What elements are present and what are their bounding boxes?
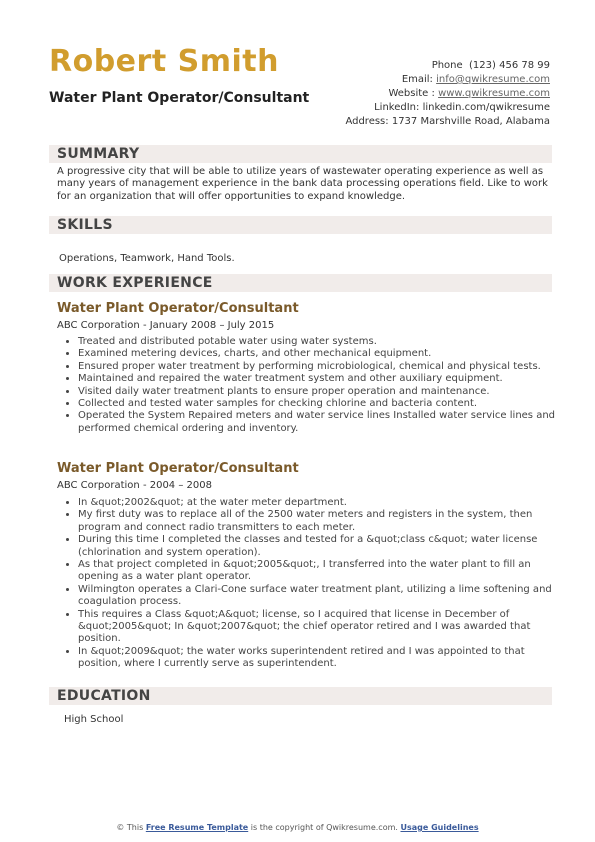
- list-item: • My first duty was to replace all of the 2500 water meters and registers in the system, then program and connect radio transmitters to each meter.: [78, 509, 566, 534]
- list-item: • Visited daily water treatment plants to ensure proper operation and maintenance.: [78, 386, 566, 398]
- list-item: • In &quot;2009&quot; the water works superintendent retired and I was appointed to that position, where I currently serve as superintendent.: [78, 646, 566, 671]
- list-item: • Treated and distributed potable water using water systems.: [78, 336, 566, 348]
- job-2-company: ABC Corporation - 2004 – 2008: [57, 480, 212, 491]
- footer-prefix: © This: [116, 823, 144, 832]
- skills-heading: SKILLS: [57, 217, 113, 233]
- contact-linkedin: [250, 101, 550, 115]
- summary-text: A progressive city that will be able to utilize years of wastewater operating experience as well as many years of management experience in the bank data processing operations field. Like to work for an organization that will offer opportunities to expand knowledge.: [57, 166, 548, 202]
- summary-section-header: [49, 145, 552, 163]
- list-item: • Ensured proper water treatment by performing microbiological, chemical and physical tests.: [78, 361, 566, 373]
- education-section-header: [49, 687, 552, 705]
- list-item: • Operated the System Repaired meters and water service lines Installed water service lines and performed chemical ordering and inventory.: [78, 410, 566, 435]
- website-label: Website :: [388, 88, 435, 99]
- education-heading: EDUCATION: [57, 688, 151, 704]
- summary-heading: SUMMARY: [57, 146, 140, 162]
- contact-website: [250, 87, 550, 101]
- usage-guidelines-link[interactable]: Usage Guidelines: [400, 823, 479, 832]
- footer-copyright: is the copyright of Qwikresume.com.: [250, 823, 398, 832]
- list-item: • During this time I completed the classes and tested for a &quot;class c&quot; water license (chlorination and system operation).: [78, 534, 566, 559]
- linkedin-label: LinkedIn:: [374, 102, 420, 113]
- list-item: • Collected and tested water samples for checking chlorine and bacteria content.: [78, 398, 566, 410]
- contact-address: [250, 115, 550, 129]
- list-item: • This requires a Class &quot;A&quot; license, so I acquired that license in December of &quot;2005&quot; In &quot;2007&quot; the chief operator retired and I was awarded that position.: [78, 609, 566, 646]
- candidate-title: Water Plant Operator/Consultant: [49, 90, 310, 106]
- website-link[interactable]: www.qwikresume.com: [438, 88, 550, 99]
- list-item: • Wilmington operates a Clari-Cone surface water treatment plant, utilizing a lime softening and coagulation process.: [78, 584, 566, 609]
- contact-block: [250, 59, 550, 129]
- address-label: Address:: [345, 116, 389, 127]
- footer: [0, 823, 595, 832]
- phone-label: Phone: [431, 60, 463, 71]
- skills-section-header: [49, 216, 552, 234]
- contact-email: [250, 73, 550, 87]
- job-1-company: ABC Corporation - January 2008 – July 2015: [57, 320, 275, 331]
- contact-phone: [250, 59, 550, 73]
- job-2-title: Water Plant Operator/Consultant: [57, 461, 299, 476]
- candidate-name: Robert Smith: [49, 44, 279, 79]
- list-item: • As that project completed in &quot;2005&quot;, I transferred into the water plant to fill an opening as a water plant operator.: [78, 559, 566, 584]
- list-item: • Maintained and repaired the water treatment system and other auxiliary equipment.: [78, 373, 566, 385]
- experience-section-header: [49, 274, 552, 292]
- email-label: Email:: [401, 74, 433, 85]
- job-1-bullets: [64, 336, 566, 435]
- skills-text: Operations, Teamwork, Hand Tools.: [59, 253, 235, 264]
- email-link[interactable]: info@qwikresume.com: [436, 74, 550, 85]
- phone-value: (123) 456 78 99: [469, 60, 550, 71]
- experience-heading: WORK EXPERIENCE: [57, 275, 213, 291]
- free-resume-template-link[interactable]: Free Resume Template: [145, 823, 249, 832]
- linkedin-value: linkedin.com/qwikresume: [422, 102, 550, 113]
- job-1-title: Water Plant Operator/Consultant: [57, 301, 299, 316]
- list-item: • In &quot;2002&quot; at the water meter department.: [78, 497, 566, 509]
- education-text: High School: [64, 714, 124, 725]
- address-value: 1737 Marshville Road, Alabama: [391, 116, 550, 127]
- job-2-bullets: [64, 497, 566, 671]
- list-item: • Examined metering devices, charts, and other mechanical equipment.: [78, 348, 566, 360]
